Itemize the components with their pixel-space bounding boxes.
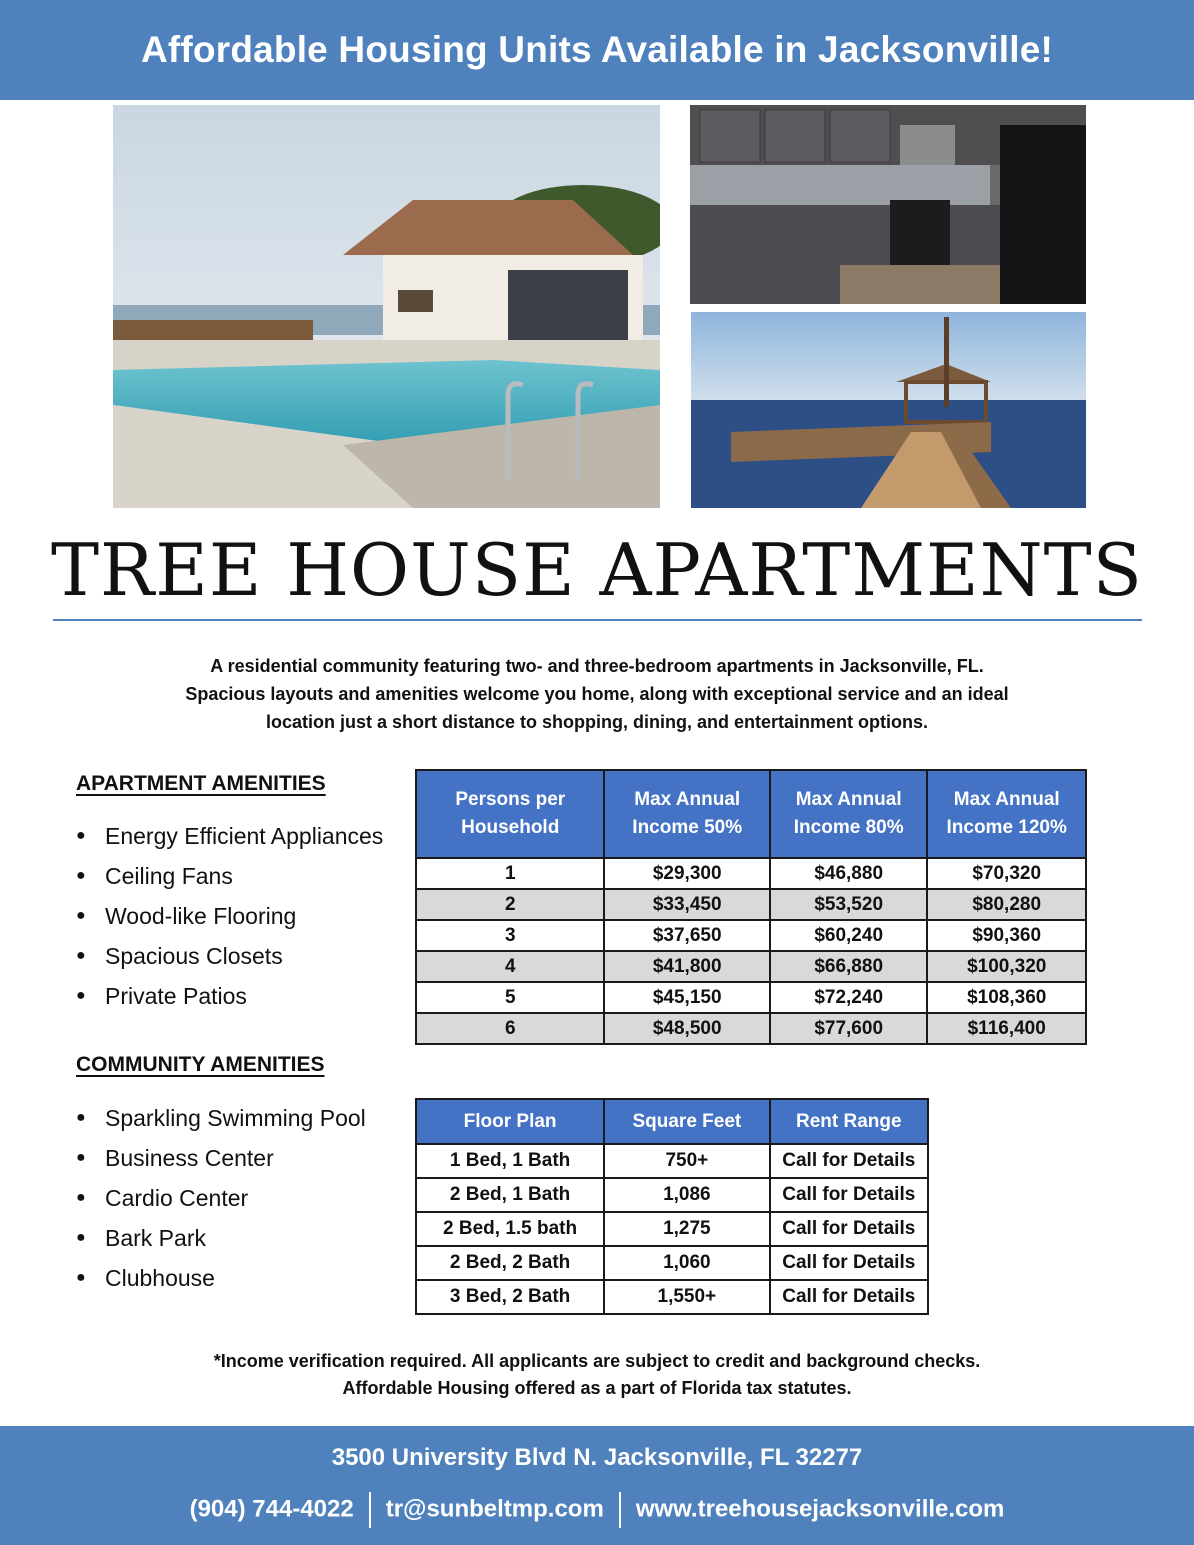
column-header: Persons per Household	[416, 770, 604, 858]
phone-number[interactable]: (904) 744-4022	[189, 1495, 354, 1523]
intro-paragraph	[0, 652, 1194, 736]
contact-line	[0, 1492, 1194, 1528]
apartment-amenities-heading: APARTMENT AMENITIES	[76, 772, 326, 795]
intro-line: location just a short distance to shopping, dining, and entertainment options.	[265, 712, 929, 732]
email-link[interactable]: tr@sunbeltmp.com	[385, 1495, 604, 1523]
column-header: Floor Plan	[416, 1099, 604, 1144]
bullet-icon: ●	[76, 867, 86, 884]
table-row: 4 $41,800 $66,880 $100,320	[416, 951, 1086, 982]
table-row: 2 Bed, 1 Bath 1,086 Call for Details	[416, 1178, 928, 1212]
intro-line: A residential community featuring two- and three-bedroom apartments in Jacksonville, FL.	[210, 656, 984, 676]
list-item: ● Private Patios	[76, 976, 383, 1016]
community-amenities-list	[76, 1098, 366, 1298]
list-item: ● Clubhouse	[76, 1258, 366, 1298]
floor-plan-table	[415, 1098, 929, 1315]
list-item: ● Spacious Closets	[76, 936, 383, 976]
footnote-line: Affordable Housing offered as a part of Florida tax statutes.	[342, 1378, 852, 1398]
bullet-icon: ●	[76, 827, 86, 844]
bullet-icon: ●	[76, 1109, 86, 1126]
column-header: Max Annual Income 50%	[604, 770, 769, 858]
table-row: 6 $48,500 $77,600 $116,400	[416, 1013, 1086, 1044]
bullet-icon: ●	[76, 1229, 86, 1246]
apartment-amenities-list	[76, 816, 383, 1016]
footer-bar	[0, 1426, 1194, 1545]
property-title: TREE HOUSE APARTMENTS	[51, 528, 1143, 612]
table-row: 3 Bed, 2 Bath 1,550+ Call for Details	[416, 1280, 928, 1314]
list-item: ● Energy Efficient Appliances	[76, 816, 383, 856]
community-amenities-heading: COMMUNITY AMENITIES	[76, 1053, 325, 1076]
divider	[619, 1492, 621, 1528]
title-divider	[53, 619, 1142, 621]
bullet-icon: ●	[76, 987, 86, 1004]
kitchen-photo	[690, 105, 1086, 304]
table-row: 2 Bed, 1.5 bath 1,275 Call for Details	[416, 1212, 928, 1246]
top-banner: Affordable Housing Units Available in Jacksonville!	[0, 0, 1194, 100]
divider	[369, 1492, 371, 1528]
footnote	[0, 1348, 1194, 1402]
list-item: ● Business Center	[76, 1138, 366, 1178]
bullet-icon: ●	[76, 1269, 86, 1286]
table-row: 2 Bed, 2 Bath 1,060 Call for Details	[416, 1246, 928, 1280]
intro-line: Spacious layouts and amenities welcome you home, along with exceptional service and an ideal	[185, 684, 1009, 704]
table-row: 3 $37,650 $60,240 $90,360	[416, 920, 1086, 951]
bullet-icon: ●	[76, 907, 86, 924]
column-header: Max Annual Income 120%	[927, 770, 1086, 858]
pool-photo	[113, 105, 660, 508]
table-row: 1 $29,300 $46,880 $70,320	[416, 858, 1086, 889]
bullet-icon: ●	[76, 1189, 86, 1206]
table-row: 5 $45,150 $72,240 $108,360	[416, 982, 1086, 1013]
table-row: 1 Bed, 1 Bath 750+ Call for Details	[416, 1144, 928, 1178]
list-item: ● Sparkling Swimming Pool	[76, 1098, 366, 1138]
column-header: Max Annual Income 80%	[770, 770, 927, 858]
table-row: 2 $33,450 $53,520 $80,280	[416, 889, 1086, 920]
website-link[interactable]: www.treehousejacksonville.com	[635, 1495, 1005, 1523]
list-item: ● Bark Park	[76, 1218, 366, 1258]
income-limits-table	[415, 769, 1087, 1045]
list-item: ● Cardio Center	[76, 1178, 366, 1218]
footnote-line: *Income verification required. All applicants are subject to credit and background checks.	[213, 1351, 981, 1371]
column-header: Square Feet	[604, 1099, 769, 1144]
address: 3500 University Blvd N. Jacksonville, FL 32277	[331, 1444, 863, 1471]
list-item: ● Wood-like Flooring	[76, 896, 383, 936]
column-header: Rent Range	[770, 1099, 928, 1144]
bullet-icon: ●	[76, 1149, 86, 1166]
list-item: ● Ceiling Fans	[76, 856, 383, 896]
pier-photo	[691, 312, 1086, 508]
bullet-icon: ●	[76, 947, 86, 964]
